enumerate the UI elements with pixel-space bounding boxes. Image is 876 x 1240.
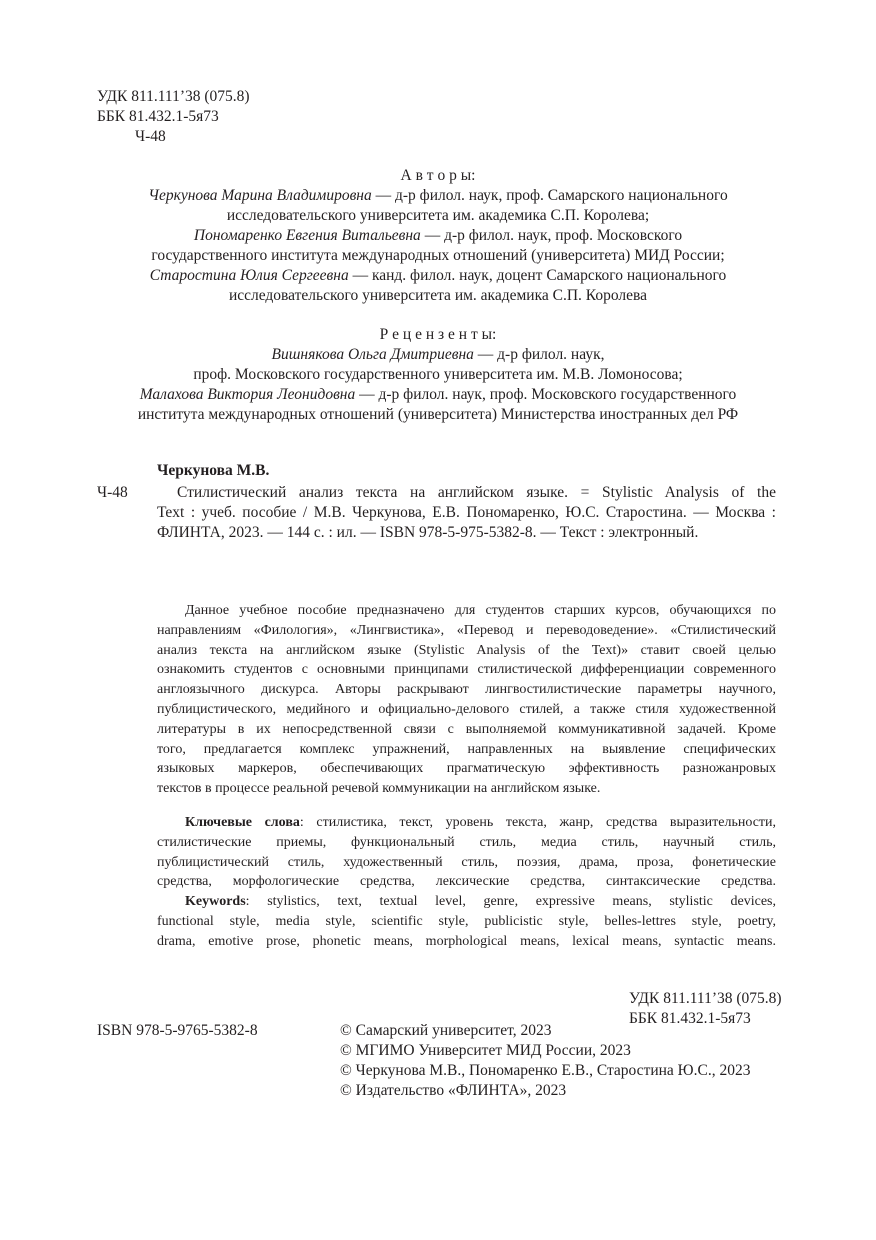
abstract-line: публицистического, медийного и официально-делового стилей, а также стиля художественной bbox=[157, 701, 776, 717]
catalog-author bbox=[157, 461, 269, 481]
person-line bbox=[60, 385, 816, 405]
person-name: Черкунова Марина Владимировна bbox=[148, 187, 372, 204]
catalog-line: ФЛИНТА, 2023. — 144 с. : ил. — ISBN 978-5-975-5382-8. — Текст : электронный. bbox=[157, 524, 699, 541]
person-name: Пономаренко Евгения Витальевна bbox=[193, 227, 421, 244]
person-name: Вишнякова Ольга Дмитриевна bbox=[271, 346, 474, 363]
keywords-en-line: functional style, media style, scientific style, publicistic style, belles-lettres style, poetry, bbox=[157, 913, 776, 929]
classification-block bbox=[97, 87, 250, 147]
reviewers-heading: Р е ц е н з е н т ы: bbox=[379, 326, 497, 343]
udk-code: УДК 811.111’38 (075.8) bbox=[97, 88, 250, 105]
person-name: Старостина Юлия Сергеевна bbox=[149, 267, 349, 284]
abstract-line: направлениям «Филология», «Лингвистика», «Перевод и переводоведение». «Стилистический bbox=[157, 622, 776, 638]
keywords-ru-label: Ключевые слова bbox=[185, 815, 300, 830]
person-affiliation: исследовательского университета им. академика С.П. Королева bbox=[228, 287, 648, 304]
author-mark: Ч-48 bbox=[135, 128, 166, 145]
copyright-line: © Издательство «ФЛИНТА», 2023 bbox=[340, 1082, 567, 1099]
keywords-en-line: drama, emotive prose, phonetic means, morphological means, lexical means, syntactic means. bbox=[157, 933, 776, 949]
person-affiliation: — д-р филол. наук, проф. Московского bbox=[420, 227, 683, 244]
catalog-mark: Ч-48 bbox=[97, 484, 128, 501]
person-affiliation: государственного института международных отношений (университета) МИД России; bbox=[151, 247, 725, 264]
abstract-line: текстов в процессе реальной речевой коммуникации на английском языке. bbox=[157, 781, 601, 797]
person-name: Малахова Виктория Леонидовна bbox=[139, 386, 356, 403]
person-line bbox=[60, 266, 816, 286]
abstract-line: Данное учебное пособие предназначено для студентов старших курсов, обучающихся по bbox=[185, 603, 776, 618]
keywords-ru-line: стилистические приемы, функциональный стиль, медиа стиль, научный стиль, bbox=[157, 834, 776, 850]
abstract-line: языковых маркеров, обеспечивающих прагматическую эффективность разножанровых bbox=[157, 761, 776, 777]
abstract-line: анализ текста на английском языке (Stylistic Analysis of the Text)» ставит своей целью bbox=[157, 642, 776, 658]
authors-heading: А в т о р ы: bbox=[400, 167, 476, 184]
udk-code: УДК 811.111’38 (075.8) bbox=[629, 990, 782, 1007]
catalog-code bbox=[97, 483, 128, 503]
abstract-line: литературы в их непосредственной связи с выполняемой коммуникативной задачей. Кроме bbox=[157, 721, 776, 737]
keywords-en-label: Keywords bbox=[185, 894, 246, 910]
person-line bbox=[60, 206, 816, 226]
person-affiliation: — канд. филол. наук, доцент Самарского национального bbox=[348, 267, 727, 284]
copyright-line: © Черкунова М.В., Пономаренко Е.В., Старостина Ю.С., 2023 bbox=[340, 1062, 751, 1079]
catalog-author-name: Черкунова М.В. bbox=[157, 462, 270, 479]
copyright-line: © МГИМО Университет МИД России, 2023 bbox=[340, 1042, 631, 1059]
person-line bbox=[60, 365, 816, 385]
isbn-number: ISBN 978-5-9765-5382-8 bbox=[97, 1022, 258, 1039]
keywords-ru-line: публицистический стиль, художественный стиль, поэзия, драма, проза, фонетические bbox=[157, 854, 776, 870]
catalog-entry bbox=[157, 483, 776, 543]
person-line bbox=[60, 405, 816, 425]
catalog-line: Стилистический анализ текста на английском языке. = Stylistic Analysis of the bbox=[177, 484, 776, 501]
abstract-line: того, предлагается комплекс упражнений, направленных на выявление специфических bbox=[157, 741, 776, 757]
person-affiliation: — д-р филол. наук, проф. Самарского национального bbox=[371, 187, 728, 204]
person-affiliation: исследовательского университета им. академика С.П. Королева; bbox=[226, 207, 650, 224]
person-affiliation: — д-р филол. наук, bbox=[473, 346, 605, 363]
person-affiliation: — д-р филол. наук, проф. Московского государственного bbox=[355, 386, 737, 403]
abstract bbox=[157, 601, 776, 799]
keywords bbox=[157, 813, 776, 952]
person-line bbox=[60, 246, 816, 266]
abstract-line: ознакомить студентов с основными принципами стилистической дифференциации современного bbox=[157, 662, 776, 678]
authors-section bbox=[60, 166, 816, 306]
bbk-code: ББК 81.432.1-5я73 bbox=[97, 108, 219, 125]
person-line bbox=[60, 226, 816, 246]
keywords-en-line bbox=[157, 892, 776, 912]
bbk-code: ББК 81.432.1-5я73 bbox=[629, 1010, 751, 1027]
person-line bbox=[60, 286, 816, 306]
person-line bbox=[60, 345, 816, 365]
keywords-ru-line: средства, морфологические средства, лексические средства, синтаксические средства. bbox=[157, 874, 776, 890]
keywords-ru-line bbox=[157, 813, 776, 833]
reviewers-section bbox=[60, 325, 816, 425]
person-affiliation: проф. Московского государственного университета им. М.В. Ломоносова; bbox=[193, 366, 683, 383]
isbn bbox=[97, 1021, 258, 1041]
copyright-line: © Самарский университет, 2023 bbox=[340, 1022, 552, 1039]
keywords-text: : стилистика, текст, уровень текста, жанр, средства выразительности, bbox=[299, 815, 776, 830]
abstract-line: англоязычного дискурса. Авторы раскрывают лингвостилистические параметры научного, bbox=[157, 682, 776, 698]
catalog-line: Text : учеб. пособие / М.В. Черкунова, Е.В. Пономаренко, Ю.С. Старостина. — Москва : bbox=[157, 504, 776, 521]
person-affiliation: института международных отношений (университета) Министерства иностранных дел РФ bbox=[137, 406, 739, 423]
copyrights bbox=[340, 1021, 750, 1101]
keywords-text: : stylistics, text, textual level, genre, expressive means, stylistic devices, bbox=[245, 894, 776, 910]
person-line bbox=[60, 186, 816, 206]
